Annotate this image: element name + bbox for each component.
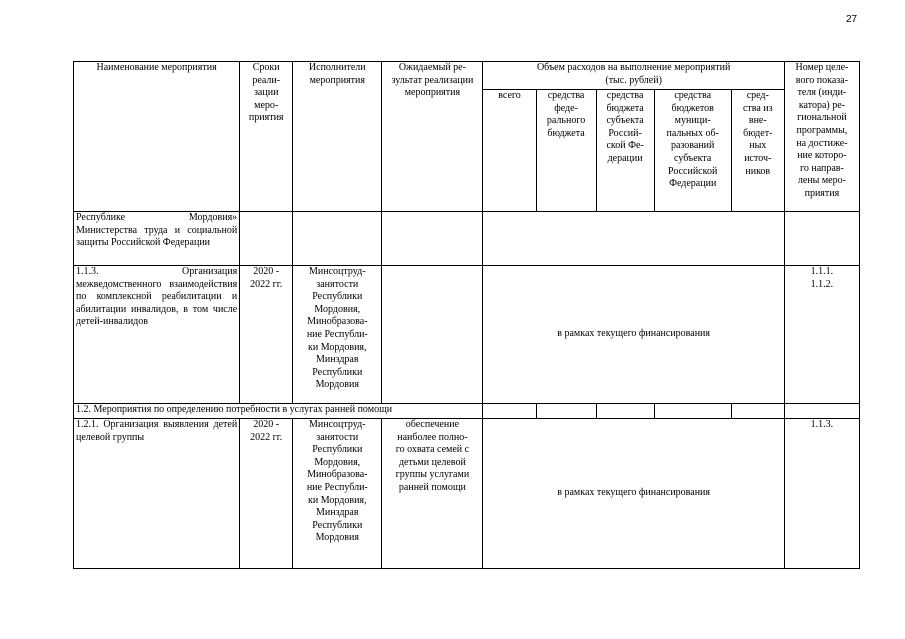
empty-cell xyxy=(784,212,859,266)
cont-name-cell: Республике Мордовия» Министерства труда и социальной защиты Российской Федерации xyxy=(74,212,240,266)
r121-financing: в рамках текущего финансирования xyxy=(483,419,784,569)
r113-financing: в рамках текущего финансирования xyxy=(483,266,784,404)
empty-cell xyxy=(654,404,731,419)
r121-name: 1.2.1. Организация выявления детей целевой группы xyxy=(74,419,240,569)
empty-cell xyxy=(596,404,654,419)
header-expenses: Объем расходов на выполнение мероприятий (тыс. рублей) xyxy=(483,62,784,90)
r113-indicator: 1.1.1. 1.1.2. xyxy=(784,266,859,404)
header-indicator: Номер целе- вого показа- теля (инди- катора) ре- гиональной программы, на достиже- ние которо- го направ- лены меро- приятия xyxy=(784,62,859,212)
header-name: Наименование мероприятия xyxy=(74,62,240,212)
empty-cell xyxy=(731,404,784,419)
empty-cell xyxy=(240,212,293,266)
empty-cell xyxy=(382,212,483,266)
program-table xyxy=(73,61,860,569)
header-federal: средства феде- рального бюджета xyxy=(536,90,596,212)
empty-cell xyxy=(536,404,596,419)
empty-cell xyxy=(483,212,784,266)
empty-cell xyxy=(784,404,859,419)
page-number: 27 xyxy=(846,14,858,25)
r121-terms: 2020 - 2022 гг. xyxy=(240,419,293,569)
empty-cell xyxy=(483,404,536,419)
r121-result: обеспечение наиболее полно- го охвата семей с детьми целевой группы услугами ранней помощи xyxy=(382,419,483,569)
header-executors: Исполнители мероприятия xyxy=(293,62,382,212)
r113-name: 1.1.3. Организация межведомственного взаимодействия по комплексной реабилитации и абилитации инвалидов, в том числе детей-инвалидов xyxy=(74,266,240,404)
header-result: Ожидаемый ре- зультат реализации мероприятия xyxy=(382,62,483,212)
header-municipal: средства бюджетов муници- пальных об- разований субъекта Российской Федерации xyxy=(654,90,731,212)
r121-indicator: 1.1.3. xyxy=(784,419,859,569)
r121-executors: Минсоцтруд- занятости Республики Мордовия, Минобразова- ние Республи- ки Мордовия, Минздрав Республики Мордовия xyxy=(293,419,382,569)
empty-cell xyxy=(293,212,382,266)
r113-terms: 2020 - 2022 гг. xyxy=(240,266,293,404)
header-other: сред- ства из вне- бюдет- ных источ- ников xyxy=(731,90,784,212)
header-terms: Сроки реали- зации меро- приятия xyxy=(240,62,293,212)
header-total: всего xyxy=(483,90,536,212)
section-1-2-title: 1.2. Мероприятия по определению потребности в услугах ранней помощи xyxy=(74,404,483,419)
header-subject: средства бюджета субъекта Россий- ской Фе- дерации xyxy=(596,90,654,212)
r113-result xyxy=(382,266,483,404)
r113-executors: Минсоцтруд- занятости Республики Мордовия, Минобразова- ние Республи- ки Мордовия, Минздрав Республики Мордовия xyxy=(293,266,382,404)
